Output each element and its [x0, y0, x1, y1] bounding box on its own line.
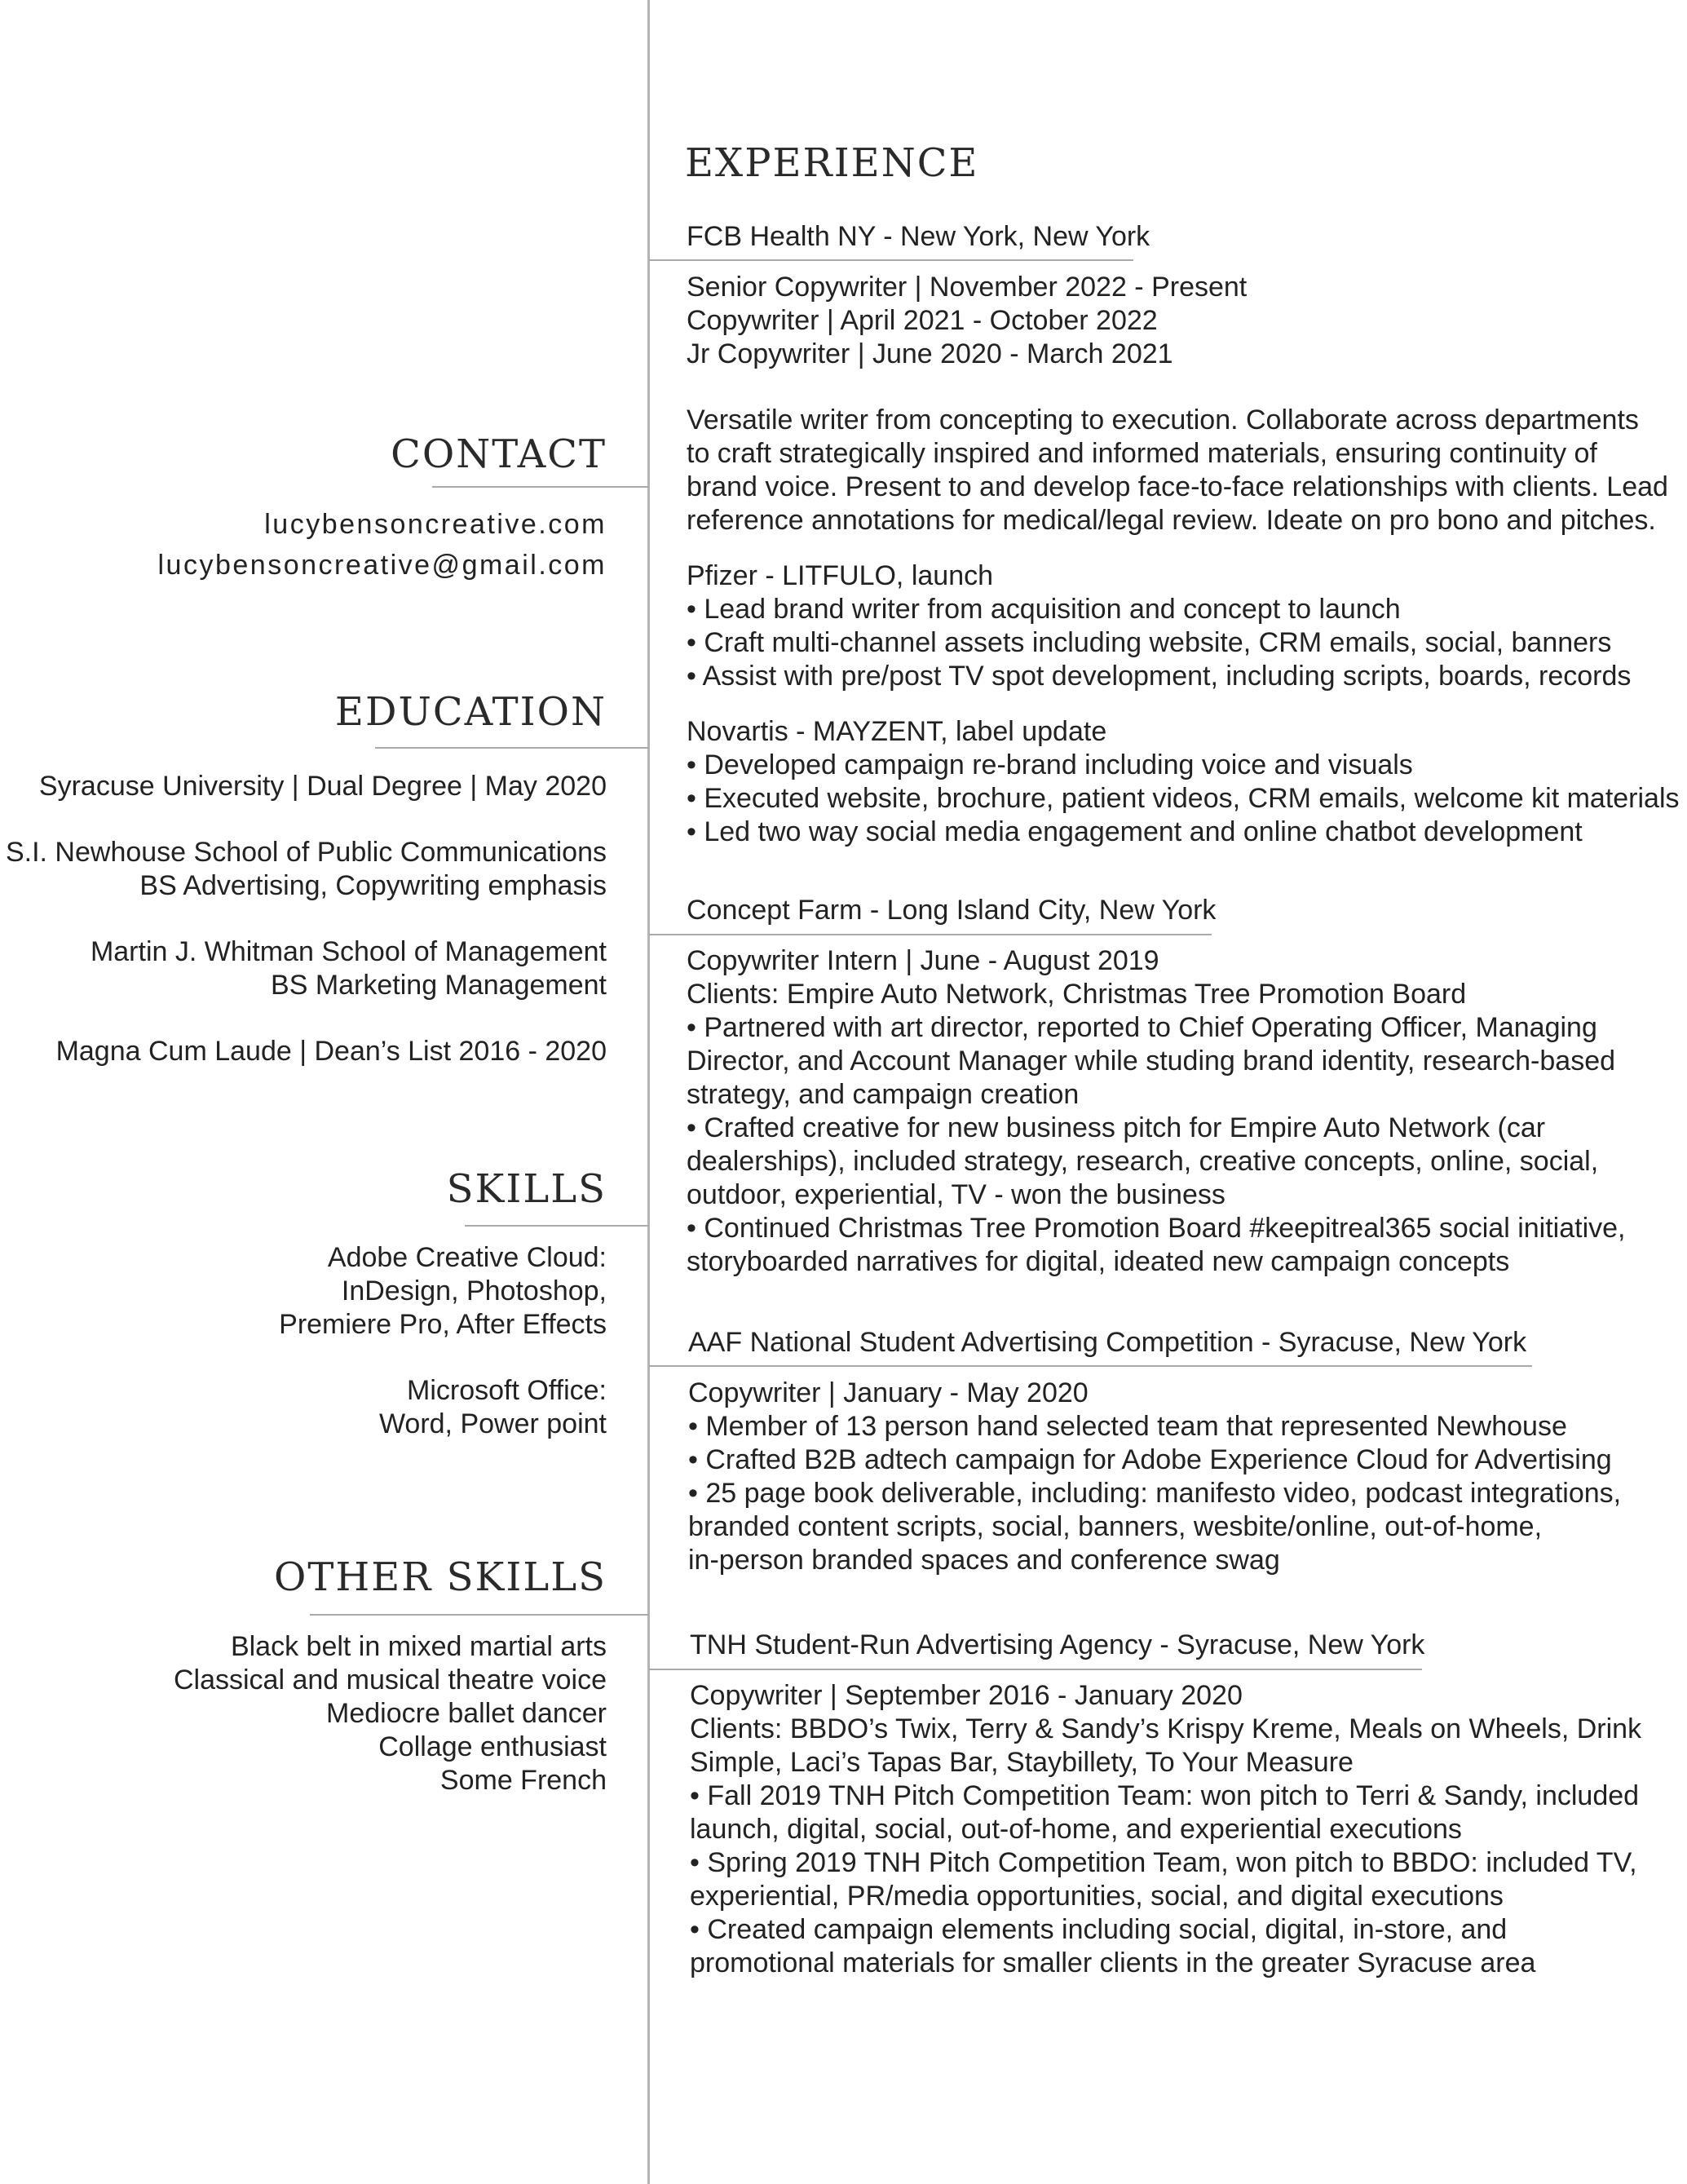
novartis-line: • Led two way social media engagement and online chatbot development	[687, 816, 1583, 847]
tnh-line: Clients: BBDO’s Twix, Terry & Sandy’s Krispy Kreme, Meals on Wheels, Drink	[690, 1713, 1642, 1744]
contact-details	[0, 504, 607, 586]
contact-rule	[432, 486, 649, 488]
concept-farm-header-rule	[649, 934, 1212, 935]
tnh-line: • Spring 2019 TNH Pitch Competition Team, won pitch to BBDO: included TV,	[690, 1847, 1637, 1878]
concept-farm-line: strategy, and campaign creation	[687, 1079, 1080, 1110]
education-title: EDUCATION	[334, 689, 607, 735]
pfizer-line: • Assist with pre/post TV spot development, including scripts, boards, records	[687, 661, 1632, 692]
fcb-header-rule	[649, 259, 1133, 261]
other-skills-rule	[310, 1614, 649, 1616]
experience-title: EXPERIENCE	[685, 140, 979, 186]
skills-details	[0, 1241, 607, 1441]
other-skill-item: Mediocre ballet dancer	[326, 1698, 607, 1729]
novartis-line: • Executed website, brochure, patient videos, CRM emails, welcome kit materials	[687, 783, 1680, 814]
novartis-line: Novartis - MAYZENT, label update	[687, 716, 1107, 747]
aaf-line: in-person branded spaces and conference swag	[688, 1545, 1280, 1576]
skill-line: Adobe Creative Cloud:	[327, 1242, 607, 1273]
aaf-line: • 25 page book deliverable, including: manifesto video, podcast integrations,	[688, 1478, 1622, 1509]
pfizer-block	[687, 559, 1681, 693]
education-details	[0, 770, 607, 1068]
pfizer-line: • Lead brand writer from acquisition and concept to launch	[687, 594, 1401, 625]
tnh-line: experiential, PR/media opportunities, social, and digital executions	[690, 1881, 1504, 1912]
tnh-block	[690, 1679, 1685, 1980]
aaf-block	[688, 1377, 1683, 1577]
concept-farm-line: dealerships), included strategy, research, creative concepts, online, social,	[687, 1146, 1599, 1177]
other-skills-details	[0, 1630, 607, 1797]
concept-farm-line: • Continued Christmas Tree Promotion Board #keepitreal365 social initiative,	[687, 1213, 1626, 1244]
concept-farm-block	[687, 944, 1681, 1279]
education-section	[0, 687, 607, 736]
concept-farm-line: • Crafted creative for new business pitch for Empire Auto Network (car	[687, 1112, 1546, 1143]
concept-farm-header: Concept Farm - Long Island City, New York	[687, 895, 1217, 926]
aaf-header: AAF National Student Advertising Competition - Syracuse, New York	[688, 1327, 1527, 1358]
tnh-line: launch, digital, social, out-of-home, and experiential executions	[690, 1814, 1462, 1845]
contact-title: CONTACT	[391, 431, 607, 477]
aaf-header-rule	[649, 1365, 1532, 1367]
tnh-line: promotional materials for smaller clients in the greater Syracuse area	[690, 1947, 1536, 1978]
other-skill-item: Black belt in mixed martial arts	[230, 1631, 607, 1662]
tnh-line: Copywriter | September 2016 - January 2020	[690, 1680, 1243, 1711]
fcb-roles	[687, 271, 1681, 371]
skills-title: SKILLS	[446, 1166, 607, 1212]
summary-line: Versatile writer from concepting to execution. Collaborate across departments	[687, 405, 1639, 435]
tnh-line: • Created campaign elements including social, digital, in-store, and	[690, 1914, 1508, 1945]
aaf-line: • Crafted B2B adtech campaign for Adobe Experience Cloud for Advertising	[688, 1444, 1612, 1475]
aaf-line: • Member of 13 person hand selected team that represented Newhouse	[688, 1411, 1567, 1442]
other-skills-title: OTHER SKILLS	[274, 1554, 607, 1600]
education-line: Syracuse University | Dual Degree | May 2020	[38, 771, 607, 802]
aaf-line: branded content scripts, social, banners, wesbite/online, out-of-home,	[688, 1511, 1543, 1542]
summary-line: reference annotations for medical/legal review. Ideate on pro bono and pitches.	[687, 505, 1656, 536]
other-skill-item: Classical and musical theatre voice	[173, 1665, 607, 1695]
summary-line: brand voice. Present to and develop face-to-face relationships with clients. Lead	[687, 471, 1668, 502]
concept-farm-line: Clients: Empire Auto Network, Christmas Tree Promotion Board	[687, 979, 1467, 1010]
concept-farm-line: storyboarded narratives for digital, ideated new campaign concepts	[687, 1246, 1510, 1277]
skill-line: Word, Power point	[378, 1408, 607, 1439]
education-line: Martin J. Whitman School of Management	[90, 936, 607, 967]
education-line: BS Advertising, Copywriting emphasis	[139, 870, 607, 901]
novartis-block	[687, 715, 1681, 849]
role-line: Jr Copywriter | June 2020 - March 2021	[687, 338, 1173, 369]
concept-farm-line: • Partnered with art director, reported to Chief Operating Officer, Managing	[687, 1012, 1597, 1043]
vertical-divider	[647, 0, 650, 2184]
tnh-header-rule	[649, 1669, 1422, 1670]
education-line: S.I. Newhouse School of Public Communications	[5, 837, 607, 868]
aaf-line: Copywriter | January - May 2020	[688, 1377, 1089, 1408]
tnh-header: TNH Student-Run Advertising Agency - Syracuse, New York	[690, 1629, 1425, 1660]
education-line: Magna Cum Laude | Dean’s List 2016 - 2020	[55, 1036, 607, 1067]
fcb-summary	[687, 404, 1681, 537]
education-line: BS Marketing Management	[271, 970, 607, 1001]
tnh-line: • Fall 2019 TNH Pitch Competition Team: won pitch to Terri & Sandy, included	[690, 1780, 1640, 1811]
concept-farm-line: outdoor, experiential, TV - won the business	[687, 1179, 1226, 1210]
education-rule	[375, 747, 649, 749]
skills-section	[0, 1165, 607, 1214]
concept-farm-line: Director, and Account Manager while studing brand identity, research-based	[687, 1046, 1616, 1077]
other-skill-item: Some French	[439, 1765, 607, 1796]
fcb-header: FCB Health NY - New York, New York	[687, 221, 1150, 252]
skill-line: Premiere Pro, After Effects	[279, 1309, 607, 1340]
contact-section	[0, 430, 607, 479]
email-link[interactable]: lucybensoncreative@gmail.com	[157, 550, 607, 581]
pfizer-line: Pfizer - LITFULO, launch	[687, 560, 994, 591]
tnh-line: Simple, Laci’s Tapas Bar, Staybillety, To Your Measure	[690, 1747, 1354, 1778]
skill-line: Microsoft Office:	[407, 1375, 607, 1406]
concept-farm-line: Copywriter Intern | June - August 2019	[687, 945, 1159, 976]
novartis-line: • Developed campaign re-brand including voice and visuals	[687, 749, 1413, 780]
website-link[interactable]: lucybensoncreative.com	[264, 509, 607, 540]
role-line: Senior Copywriter | November 2022 - Present	[687, 272, 1248, 303]
skills-rule	[465, 1225, 649, 1227]
other-skills-section	[0, 1553, 607, 1602]
pfizer-line: • Craft multi-channel assets including website, CRM emails, social, banners	[687, 627, 1612, 658]
summary-line: to craft strategically inspired and informed materials, ensuring continuity of	[687, 438, 1597, 469]
other-skill-item: Collage enthusiast	[378, 1731, 607, 1762]
skill-line: InDesign, Photoshop,	[341, 1275, 607, 1306]
role-line: Copywriter | April 2021 - October 2022	[687, 305, 1158, 336]
